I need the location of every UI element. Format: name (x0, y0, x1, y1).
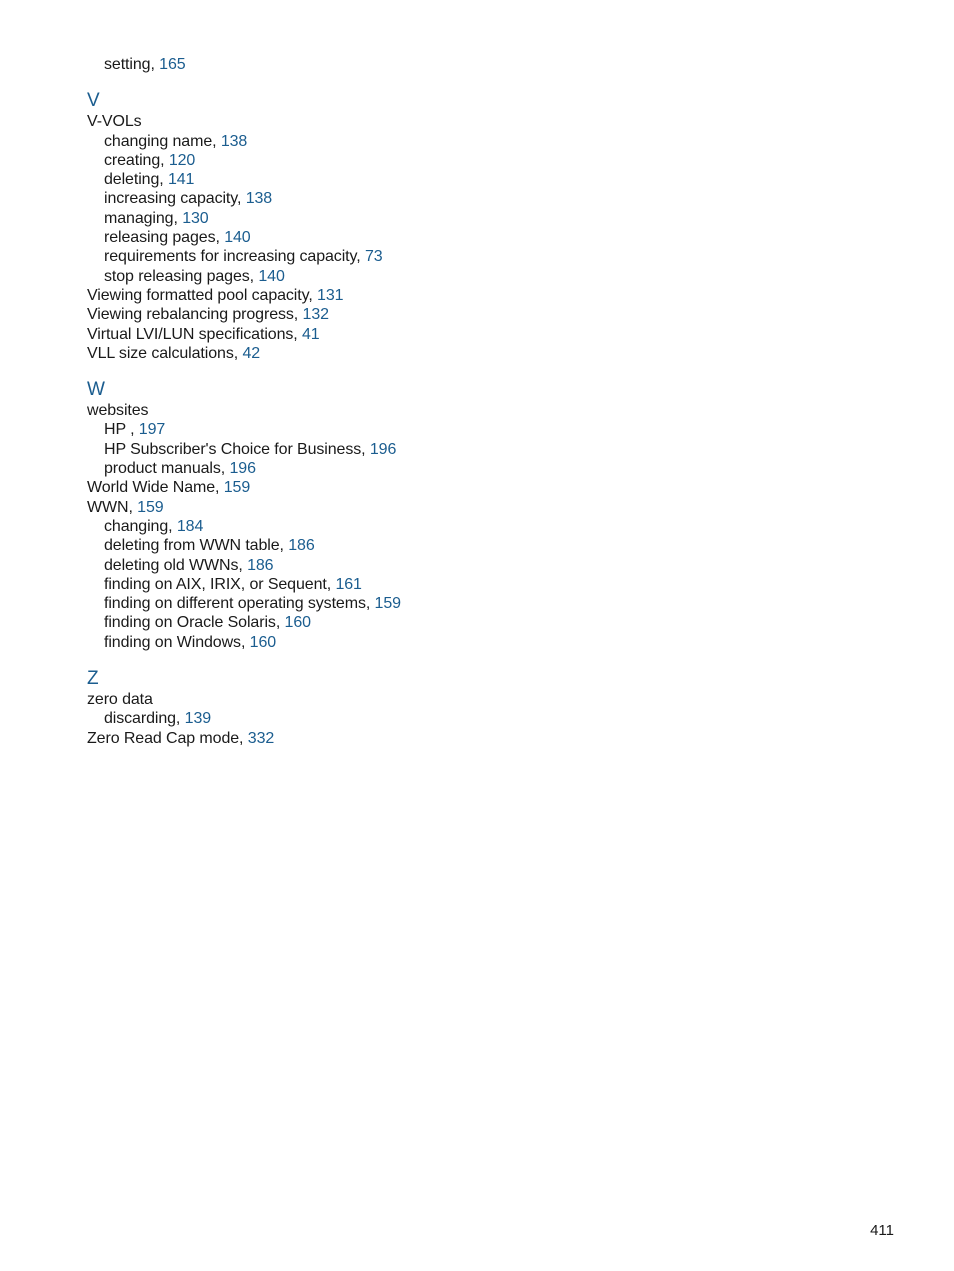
page-link[interactable]: 138 (220, 132, 248, 150)
index-subentry (87, 247, 787, 266)
page-link[interactable]: 165 (159, 56, 186, 73)
page-number: 411 (870, 1222, 894, 1239)
index-term: HP Subscriber's Choice for Business, (104, 440, 366, 458)
page-link[interactable]: 131 (317, 286, 344, 304)
index-term: changing name, (104, 132, 217, 150)
index-term: VLL size calculations, (87, 344, 239, 362)
page-link[interactable]: 73 (364, 248, 383, 266)
index-term: finding on Windows, (104, 633, 246, 651)
page-link[interactable]: 197 (138, 421, 166, 439)
index-entry (87, 690, 787, 709)
page-link[interactable]: 160 (284, 614, 311, 632)
page-link[interactable]: 132 (302, 306, 329, 324)
index-term: World Wide Name, (87, 479, 220, 497)
index-entry (87, 729, 787, 748)
index-subentry (87, 209, 787, 228)
index-entry (87, 286, 787, 305)
index-subentry (87, 267, 787, 286)
page-link[interactable]: 186 (247, 556, 274, 574)
page-link[interactable]: 139 (184, 710, 212, 728)
index-term: requirements for increasing capacity, (104, 248, 361, 266)
index-subentry (87, 55, 787, 74)
index-term: finding on different operating systems, (104, 595, 371, 613)
index-term: deleting from WWN table, (104, 537, 284, 555)
page-link[interactable]: 41 (302, 325, 320, 343)
index-term: Zero Read Cap mode, (87, 729, 244, 747)
page-link[interactable]: 120 (168, 151, 196, 169)
index-subentry (87, 575, 787, 594)
page-link[interactable]: 159 (374, 595, 401, 613)
index-term: V-VOLs (87, 113, 142, 131)
index-subentry (87, 556, 787, 575)
index-subentry (87, 151, 787, 170)
index-term: Viewing formatted pool capacity, (87, 286, 313, 304)
page-link[interactable]: 184 (176, 517, 204, 535)
page-link[interactable]: 186 (288, 537, 315, 555)
index-subentry (87, 189, 787, 208)
index-subentry (87, 420, 787, 439)
index-letter-heading: V (87, 90, 100, 112)
index-letter-heading: W (87, 379, 105, 401)
page-link[interactable]: 196 (229, 460, 256, 478)
index-subentry (87, 132, 787, 151)
index-term: Virtual LVI/LUN specifications, (87, 325, 298, 343)
index-term: discarding, (104, 710, 181, 728)
index-subentry (87, 440, 787, 459)
index-term: websites (87, 402, 149, 420)
page-link[interactable]: 138 (245, 190, 273, 208)
index-subentry (87, 613, 787, 632)
index-term: releasing pages, (104, 229, 220, 247)
index-entry (87, 112, 787, 131)
index-entry (87, 478, 787, 497)
index-term: WWN, (87, 498, 133, 516)
index-term: finding on AIX, IRIX, or Sequent, (104, 575, 332, 593)
page-link[interactable]: 159 (223, 479, 251, 497)
index-term: product manuals, (104, 460, 226, 478)
index-entry (87, 401, 787, 420)
index-entry (87, 344, 787, 363)
index-subentry (87, 709, 787, 728)
index-term: deleting, (104, 171, 164, 189)
index-term: Viewing rebalancing progress, (87, 306, 299, 324)
index-subentry (87, 228, 787, 247)
index-subentry (87, 170, 787, 189)
index-term: changing, (104, 517, 173, 535)
index-list (87, 55, 787, 748)
index-term: increasing capacity, (104, 190, 242, 208)
index-term: HP , (104, 421, 135, 439)
index-subentry (87, 536, 787, 555)
page-link[interactable]: 140 (224, 229, 251, 247)
page-link[interactable]: 332 (247, 729, 275, 747)
index-term: zero data (87, 691, 153, 709)
index-term: setting, (104, 56, 155, 73)
page-link[interactable]: 141 (167, 171, 195, 189)
index-subentry (87, 517, 787, 536)
index-term: managing, (104, 209, 178, 227)
index-term: deleting old WWNs, (104, 556, 243, 574)
page-link[interactable]: 159 (137, 498, 164, 516)
index-term: stop releasing pages, (104, 267, 255, 285)
index-subentry (87, 633, 787, 652)
page-link[interactable]: 130 (182, 209, 209, 227)
index-entry (87, 498, 787, 517)
page-link[interactable]: 160 (249, 633, 277, 651)
page-link[interactable]: 196 (369, 440, 397, 458)
index-term: creating, (104, 151, 165, 169)
page-link[interactable]: 161 (335, 575, 362, 593)
index-letter-heading: Z (87, 668, 99, 690)
index-entry (87, 305, 787, 324)
page-link[interactable]: 140 (258, 267, 285, 285)
index-subentry (87, 459, 787, 478)
index-entry (87, 325, 787, 344)
index-term: finding on Oracle Solaris, (104, 614, 281, 632)
index-subentry (87, 594, 787, 613)
page-link[interactable]: 42 (242, 344, 261, 362)
